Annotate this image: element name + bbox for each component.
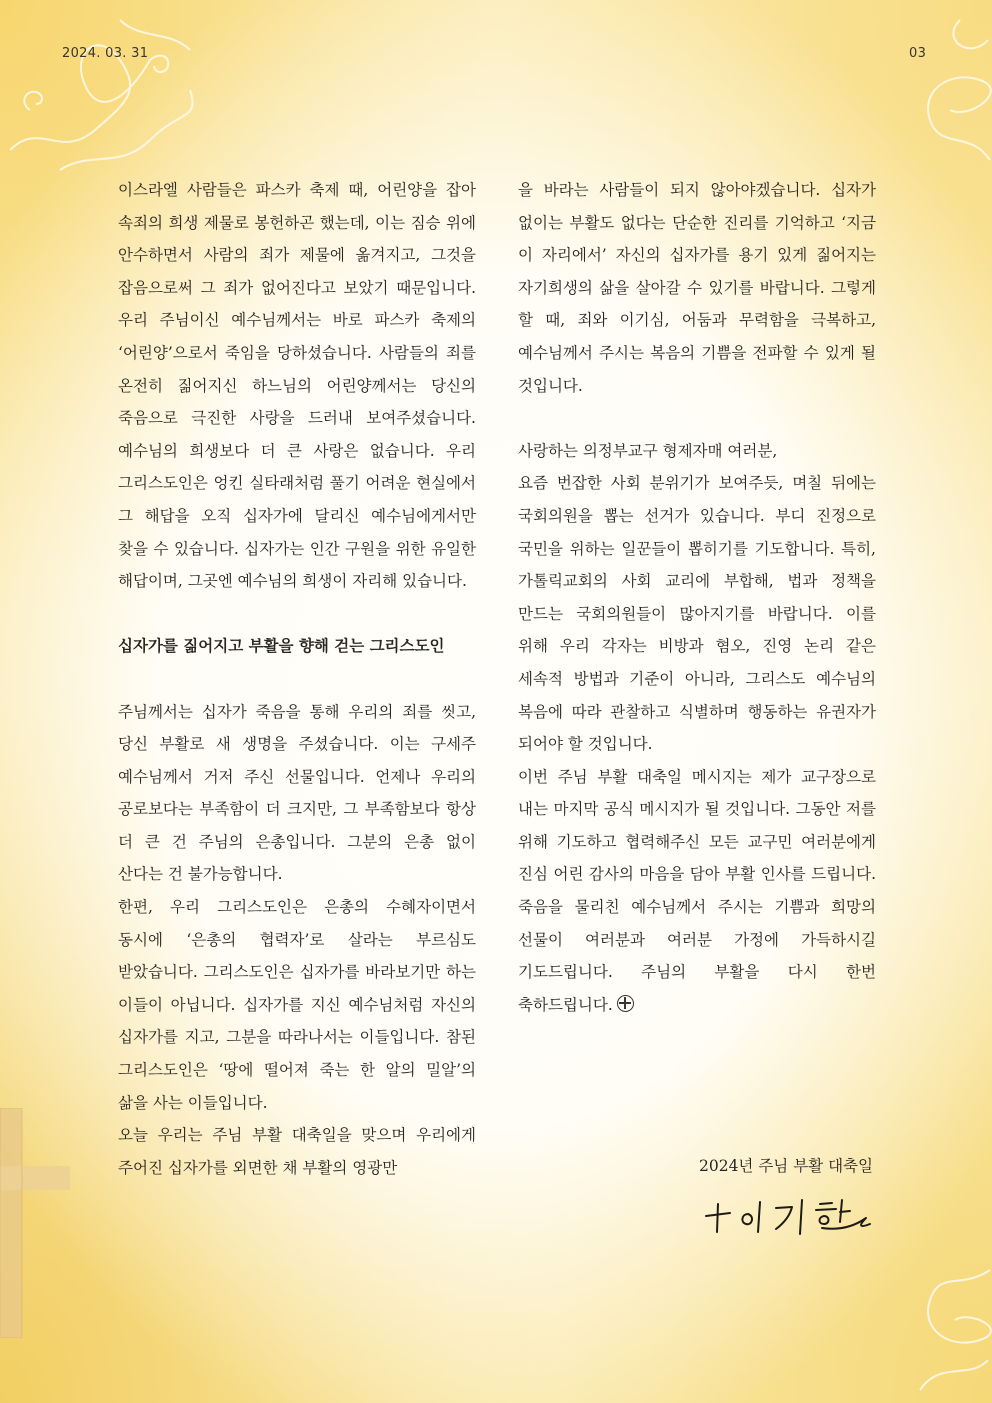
body-paragraph: 요즘 번잡한 사회 분위기가 보여주듯, 며칠 뒤에는 국회의원을 뽑는 선거가 있습니다. 부디 진정으로 국민을 위하는 일꾼들이 뽑히기를 기도합니다. 특히, 가톨릭교회의 사회 교리에 부합해, 법과 정책을 만드는 국회의원들이 많아지기를 바랍니다. 이를 위해 우리 각자는 비방과 혐오, 진영 논리 같은 세속적 방법과 기준이 아니라, 그리스도 예수님의 복음에 따라 관찰하고 식별하며 행동하는 유권자가 되어야 할 것입니다.	[518, 474, 876, 754]
corner-swirl-top-right	[900, 0, 992, 190]
section-subheading: 십자가를 짊어지고 부활을 향해 걷는 그리스도인	[118, 637, 445, 656]
page-number: 03	[909, 46, 927, 61]
signature-date: 2024년 주님 부활 대축일	[698, 1157, 873, 1175]
body-paragraph: 을 바라는 사람들이 되지 않아야겠습니다. 십자가 없이는 부활도 없다는 단순한 진리를 기억하고 ‘지금 이 자리에서’ 자신의 십자가를 용기 있게 짊어지는 자기희생의 삶을 살아갈 수 있기를 바랍니다. 그렇게 할 때, 죄와 이기심, 어둠과 무력함을 극복하고, 예수님께서 주시는 복음의 기쁨을 전파할 수 있게 될 것입니다.	[518, 181, 876, 395]
wooden-cross-decoration	[0, 1108, 72, 1338]
handwritten-signature	[700, 1192, 872, 1238]
body-paragraph: 이스라엘 사람들은 파스카 축제 때, 어린양을 잡아 속죄의 희생 제물로 봉헌하곤 했는데, 이는 짐승 위에 안수하면서 사람의 죄가 제물에 옮겨지고, 그것을 잡음으로써 그 죄가 없어진다고 보았기 때문입니다. 우리 주님이신 예수님께서는 바로 파스카 축제의 ‘어린양’으로서 죽임을 당하셨습니다. 사람들의 죄를 온전히 짊어지신 하느님의 어린양께서는 당신의 죽음으로 극진한 사랑을 드러내 보여주셨습니다. 예수님의 희생보다 더 큰 사랑은 없습니다. 우리 그리스도인은 엉킨 실타래처럼 풀기 어려운 현실에서 그 해답을 오직 십자가에 달리신 예수님에게서만 찾을 수 있습니다. 십자가는 인간 구원을 위한 유일한 해답이며, 그곳엔 예수님의 희생이 자리해 있습니다.	[118, 181, 476, 591]
right-column	[518, 174, 876, 1021]
corner-swirl-bottom-right	[900, 1250, 992, 1403]
body-paragraph: 주님께서는 십자가 죽음을 통해 우리의 죄를 씻고, 당신 부활로 새 생명을 주셨습니다. 이는 구세주 예수님께서 거저 주신 선물입니다. 언제나 우리의 공로보다는 부족함이 더 크지만, 그 부족함보다 항상 더 큰 건 주님의 은총입니다. 그분의 은총 없이 산다는 건 불가능합니다.	[118, 702, 476, 884]
paragraph-gap	[118, 663, 476, 696]
body-paragraph: 오늘 우리는 주님 부활 대축일을 맞으며 우리에게 주어진 십자가를 외면한 채 부활의 영광만	[118, 1126, 476, 1177]
closing-paragraph-text: 이번 주님 부활 대축일 메시지는 제가 교구장으로 내는 마지막 공식 메시지가 될 것입니다. 그동안 저를 위해 기도하고 협력해주신 모든 교구민 여러분에게 진심 어린 감사의 마음을 담아 부활 인사를 드립니다. 죽음을 물리친 예수님께서 주시는 기쁨과 희망의 선물이 여러분과 여러분 가정에 가득하시길 기도드립니다. 주님의 부활을 다시 한번 축하드립니다.	[518, 767, 876, 1014]
paragraph-gap	[118, 598, 476, 631]
corner-swirl-top-left	[0, 0, 220, 190]
paragraph-gap	[518, 402, 876, 435]
issue-date: 2024. 03. 31	[62, 46, 149, 61]
left-column	[118, 174, 476, 1184]
cross-circle-icon	[617, 995, 634, 1012]
body-paragraph	[518, 761, 876, 1022]
greeting-line: 사랑하는 의정부교구 형제자매 여러분,	[518, 441, 778, 460]
body-paragraph: 한편, 우리 그리스도인은 은총의 수혜자이면서 동시에 ‘은총의 협력자’로 살라는 부르심도 받았습니다. 그리스도인은 십자가를 바라보기만 하는 이들이 아닙니다. 십자가를 지신 예수님처럼 자신의 십자가를 지고, 그분을 따라나서는 이들입니다. 참된 그리스도인은 ‘땅에 떨어져 죽는 한 알의 밀알’의 삶을 사는 이들입니다.	[118, 898, 476, 1112]
